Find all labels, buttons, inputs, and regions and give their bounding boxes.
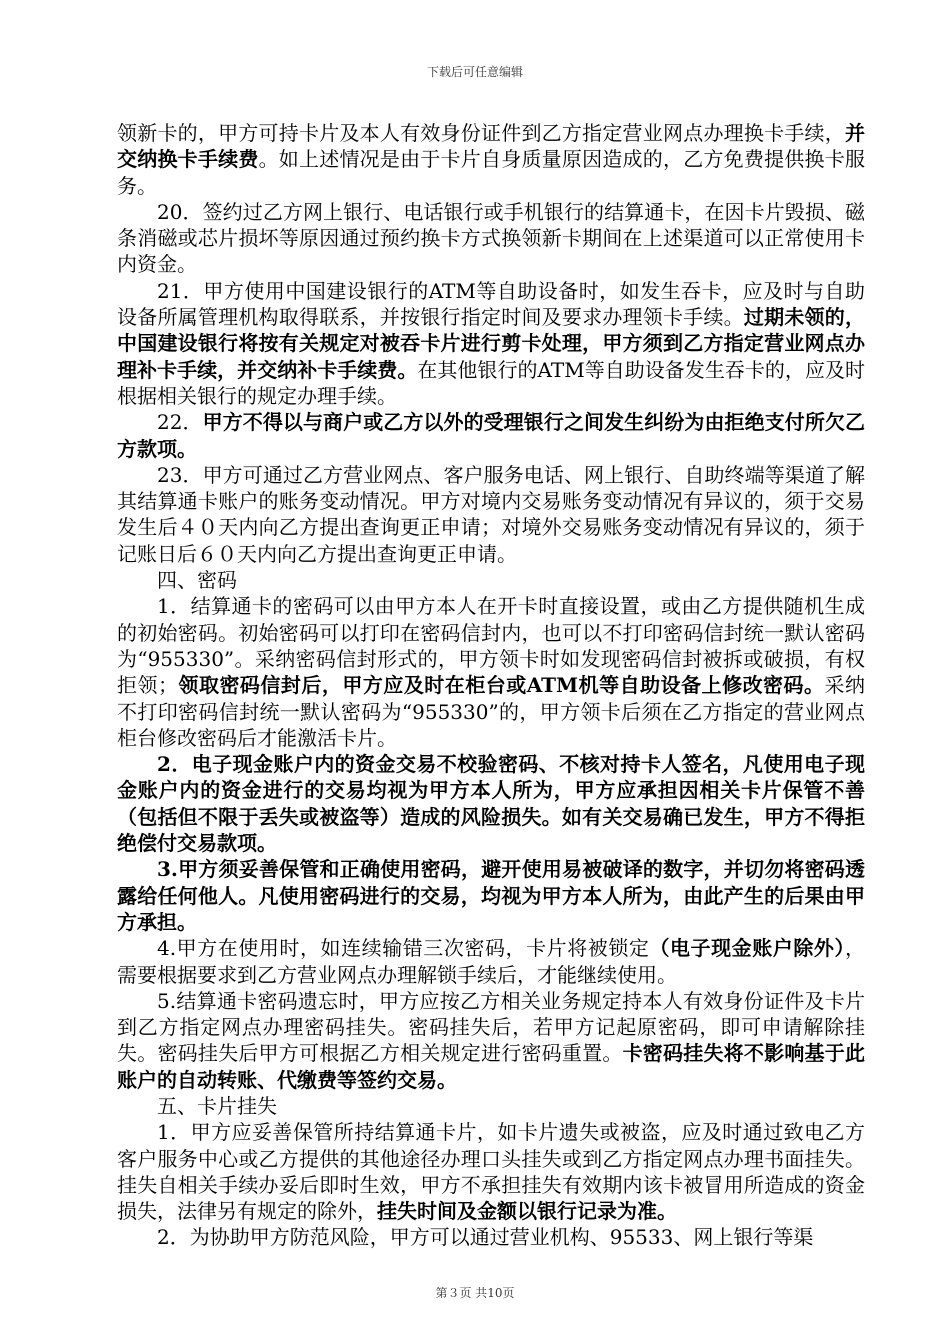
bold-text-run: 甲方不得以与商户或乙方以外的受理银行之间发生纠纷为由拒绝支付所欠乙方款项。 bbox=[117, 410, 866, 461]
paragraph bbox=[117, 1119, 865, 1224]
paragraph bbox=[117, 751, 865, 856]
paragraph bbox=[117, 199, 865, 278]
text-run: 四、密码 bbox=[157, 568, 237, 593]
page-header-note: 下载后可任意编辑 bbox=[426, 65, 523, 79]
text-run: 领新卡的，甲方可持卡片及本人有效身份证件到乙方指定营业网点办理换卡手续， bbox=[117, 121, 845, 145]
paragraph bbox=[117, 120, 865, 199]
paragraph bbox=[117, 935, 865, 988]
document-body bbox=[117, 120, 865, 1251]
paragraph bbox=[117, 1093, 865, 1119]
paragraph bbox=[117, 278, 865, 409]
text-run: 23．甲方可通过乙方营业网点、客户服务电话、网上银行、自助终端等渠道了解其结算通卡账户的账务变动情况。甲方对境内交易账务变动情况有异议的，须于交易发生后４０天内向乙方提出查询更正申请；对境外交易账务变动情况有异议的，须于记账日后６０天内向乙方提出查询更正申请。 bbox=[117, 462, 865, 566]
paragraph bbox=[117, 409, 865, 462]
bold-text-run: 3.甲方须妥善保管和正确使用密码，避开使用易被破译的数字，并切勿将密码透露给任何他人。凡使用密码进行的交易，均视为甲方本人所为，由此产生的后果由甲方承担。 bbox=[117, 857, 865, 934]
text-run: 2．为协助甲方防范风险，甲方可以通过营业机构、95533、网上银行等渠 bbox=[157, 1225, 814, 1250]
text-run: ，需要根据要求到乙方营业网点办理解锁手续后，才能继续使用。 bbox=[117, 936, 865, 987]
text-run: 在其他银行的ATM等自助设备发生吞卡的，应及时根据相关银行的规定办理手续。 bbox=[117, 357, 866, 408]
text-run: 五、卡片挂失 bbox=[157, 1093, 277, 1118]
bold-text-run: 2．电子现金账户内的资金交易不校验密码、不核对持卡人签名，凡使用电子现金账户内的资金进行的交易均视为甲方本人所为，甲方应承担因相关卡片保管不善（包括但不限于丢失或被盗等）造成的风险损失。如有关交易确已发生，甲方不得拒绝偿付交易款项。 bbox=[117, 752, 865, 856]
text-run: 22． bbox=[157, 410, 203, 435]
text-run: 4.甲方在使用时，如连续输错三次密码，卡片将被锁定 bbox=[157, 936, 650, 961]
paragraph bbox=[117, 988, 865, 1093]
paragraph bbox=[117, 856, 865, 935]
paragraph bbox=[117, 567, 865, 593]
text-run: 采纳不打印密码信封统一默认密码为“955330”的，甲方领卡后须在乙方指定的营业网点柜台修改密码后才能激活卡片。 bbox=[117, 673, 866, 750]
text-run: 5.结算通卡密码遗忘时，甲方应按乙方相关业务规定持本人有效身份证件及卡片到乙方指定网点办理密码挂失。密码挂失后，若甲方记起原密码，即可申请解除挂失。密码挂失后甲方可根据乙方相关规定进行密码重置。 bbox=[117, 988, 865, 1066]
paragraph bbox=[117, 593, 865, 751]
paragraph bbox=[117, 1224, 865, 1250]
text-run: 。如上述情况是由于卡片自身质量原因造成的，乙方免费提供换卡服务。 bbox=[117, 147, 866, 198]
paragraph bbox=[117, 462, 865, 567]
bold-text-run: 领取密码信封后，甲方应及时在柜台或ATM机等自助设备上修改密码。 bbox=[177, 673, 825, 698]
bold-text-run: 过期未领的，中国建设银行将按有关规定对被吞卡片进行剪卡处理，甲方须到乙方指定营业网点办理补卡手续，并交纳补卡手续费。 bbox=[117, 305, 866, 382]
text-run: 1．甲方应妥善保管所持结算通卡片，如卡片遗失或被盗，应及时通过致电乙方客户服务中心或乙方提供的其他途径办理口头挂失或到乙方指定网点办理书面挂失。挂失自相关手续办妥后即时生效，甲方不承担挂失有效期内该卡被冒用所造成的资金损失，法律另有规定的除外， bbox=[117, 1120, 865, 1224]
text-run: 21．甲方使用中国建设银行的ATM等自助设备时，如发生吞卡，应及时与自助设备所属管理机构取得联系，并按银行指定时间及要求办理领卡手续。 bbox=[117, 278, 865, 330]
page-footer: 第３页 共10页 bbox=[435, 1286, 515, 1300]
bold-text-run: 卡密码挂失将不影响基于此账户的自动转账、代缴费等签约交易。 bbox=[117, 1041, 866, 1092]
bold-text-run: 并交纳换卡手续费 bbox=[117, 121, 865, 172]
bold-text-run: （电子现金账户除外） bbox=[649, 936, 845, 961]
text-run: 1．结算通卡的密码可以由甲方本人在开卡时直接设置，或由乙方提供随机生成的初始密码。初始密码可以打印在密码信封内，也可以不打印密码信封统一默认密码为“955330”。采纳密码信封形式的，甲方领卡时如发现密码信封被拆或破损，有权拒领； bbox=[117, 594, 865, 698]
bold-text-run: 挂失时间及金额以银行记录为准。 bbox=[377, 1199, 677, 1224]
text-run: 20．签约过乙方网上银行、电话银行或手机银行的结算通卡，在因卡片毁损、磁条消磁或芯片损坏等原因通过预约换卡方式换领新卡期间在上述渠道可以正常使用卡内资金。 bbox=[117, 199, 865, 277]
